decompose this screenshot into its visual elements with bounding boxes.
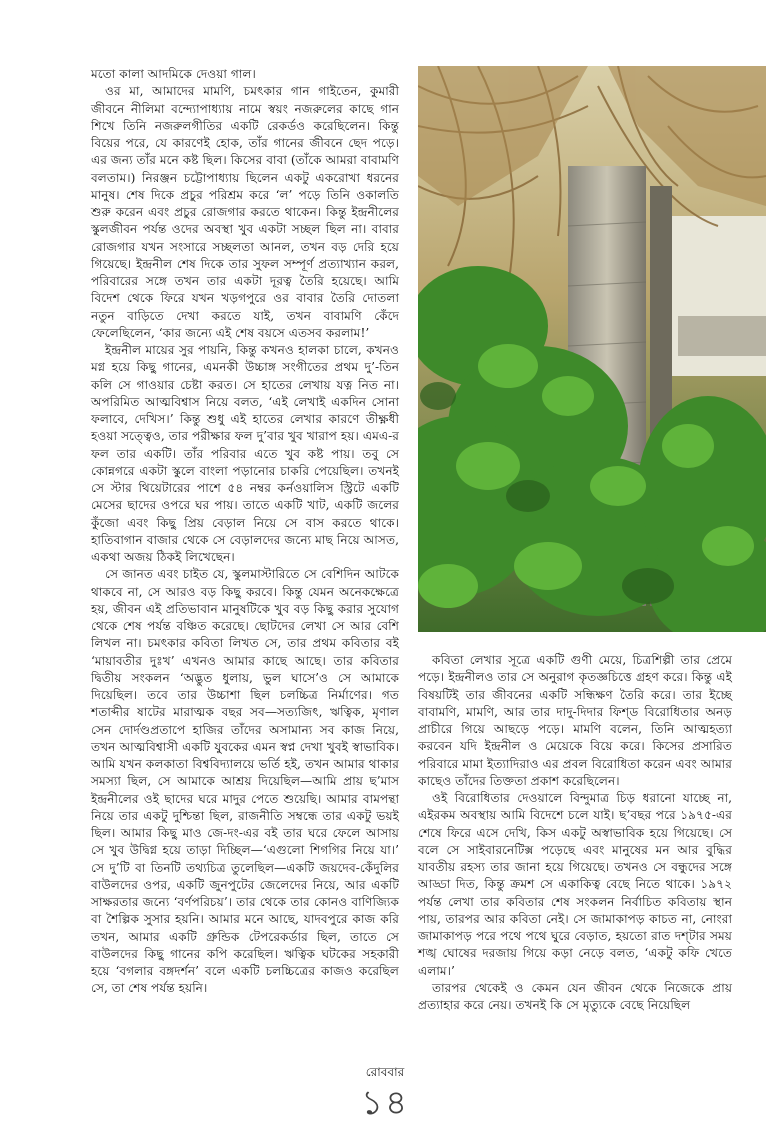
article-right-column xyxy=(418,652,732,1014)
paragraph: ইন্দ্রনীল মায়ের সুর পায়নি, কিন্তু কখনও হালকা চালে, কখনও মগ্ন হয়ে কিছু গানের, এমনকী উচ্চাঙ্গ সংগীতের প্রথম দু’-তিন কলি সে গাওয়ার চেষ্টা করত। সে হাতের লেখায় যত্ন নিত না। অপরিমিত আত্মবিশ্বাস নিয়ে বলত, ‘এই লেখাই একদিন সোনা ফলাবে, দেখিস।’ কিন্তু শুধু এই হাতের লেখার কারণে তীক্ষ্ণধী হওয়া সত্ত্বেও, তার পরীক্ষার ফল দু’বার খুব খারাপ হয়। এমএ-র ফল তার একটি। তাঁর পরিবার এতে খুব কষ্ট পায়। তবু সে কোন্নগরে একটা স্কুলে বাংলা পড়ানোর চাকরি পেয়েছিল। তখনই সে স্টার থিয়েটারের পাশে ৫৪ নম্বর কর্নওয়ালিস স্ট্রিটে একটি মেসের ছাদের ওপরে ঘর পায়। তাতে একটি খাট, একটি জলের কুঁজো এবং কিছু প্রিয় বেড়াল নিয়ে সে বাস করতে থাকে। হাতিবাগান বাজার থেকে সে বেড়ালদের জন্যে মাছ নিয়ে আসত, একথা অজয় ঠিকই লিখেছেন। xyxy=(91,343,399,564)
paragraph: সে জানত এবং চাইত যে, স্কুলমাস্টারিতে সে বেশিদিন আটকে থাকবে না, সে আরও বড় কিছু করবে। কিন্তু যেমন অনেকক্ষেত্রে হয়, জীবন এই প্রতিভাবান মানুষটিকে খুব বড় কিছু করার সুযোগ থেকে শেষ পর্যন্ত বঞ্চিত করেছে। ছোটদের লেখা সে আর বেশি লিখল না। চমৎকার কবিতা লিখত সে, তার প্রথম কবিতার বই ‘মায়াবতীর দুঃখ’ এখনও আমার কাছে আছে। তার কবিতার দ্বিতীয় সংকলন ‘অদ্ভুত ধুলায়, ভুল ঘাসে’ও সে আমাকে দিয়েছিল। তবে তার উচ্চাশা ছিল চলচ্চিত্র নির্মাণের। গত শতাব্দীর ষাটের মারাত্মক বছর সব—সত্যজিৎ, ঋত্বিক, মৃণাল সেন দোর্দণ্ডপ্রতাপে হাজির তাঁদের অসামান্য সব কাজ নিয়ে, তখন আত্মবিশ্বাসী একটি যুবকের এমন স্বপ্ন দেখা খুবই স্বাভাবিক। আমি যখন কলকাতা বিশ্ববিদ্যালয়ে ভর্তি হই, তখন আমার থাকার সমস্যা ছিল, সে আমাকে আশ্রয় দিয়েছিল—আমি প্রায় ছ’মাস ইন্দ্রনীলের ওই ছাদের ঘরে মাদুর পেতে শুয়েছি। আমার বামপন্থা নিয়ে তার একটু দুশ্চিন্তা ছিল, রাজনীতি সম্বন্ধে তার একটু ভয়ই ছিল। আমার কিছু মাও জে-দং-এর বই তার ঘরে ফেলে আসায় সে খুব উদ্বিগ্ন হয়ে তাড়া দিচ্ছিল—‘এগুলো শিগগির নিয়ে যা।’ সে দু’টি বা তিনটি তথ্যচিত্র তুলেছিল—একটি জয়দেব-কেঁদুলির বাউলদের ওপর, একটি জুনপুটের জেলেদের নিয়ে, আর একটি সাক্ষরতার জন্যে ‘বর্ণপরিচয়’। তার থেকে তার কোনও বাণিজ্যিক বা শৈল্পিক সুসার হয়নি। আমার মনে আছে, যাদবপুরে কাজ করি তখন, আমার একটি গ্রুন্ডিক টেপরেকর্ডার ছিল, তাতে সে বাউলদের কিছু গানের কপি করেছিল। ঋত্বিক ঘটকের সহকারী হয়ে ‘বগলার বঙ্গদর্শন’ বলে একটি চলচ্চিত্রের কাজও করেছিল সে, তা শেষ পর্যন্ত হয়নি। xyxy=(91,567,399,996)
page-number: ১৪ xyxy=(360,1083,410,1123)
paragraph: তারপর থেকেই ও কেমন যেন জীবন থেকে নিজেকে প্রায় প্রত্যাহার করে নেয়। তখনই কি সে মৃত্যুকে বেছে নিয়েছিল xyxy=(418,980,732,1012)
article-left-column xyxy=(91,66,399,998)
paragraph: কবিতা লেখার সূত্রে একটি গুণী মেয়ে, চিত্রশিল্পী তার প্রেমে পড়ে। ইন্দ্রনীলও তার সে অনুরাগ কৃতজ্ঞচিত্তে গ্রহণ করে। কিন্তু এই বিষয়টিই তার জীবনের একটি সন্ধিক্ষণ তৈরি করে। তার ইচ্ছে বাবামণি, মামণি, আর তার দাদু-দিদার ফিশ্ড বিরোধিতার অনড় প্রাচীরে গিয়ে আছড়ে পড়ে। মামণি বলেন, তিনি আত্মহত্যা করবেন যদি ইন্দ্রনীল ও মেয়েকে বিয়ে করে। কিসের প্রসারিত পরিবারে মামা ইত্যাদিরাও এর প্রবল বিরোধিতা করেন এবং আমার কাছেও তাঁদের তিক্ততা প্রকাশ করেছিলেন। xyxy=(418,653,732,788)
magazine-name: রোববার xyxy=(365,1065,405,1079)
paragraph: ওর মা, আমাদের মামণি, চমৎকার গান গাইতেন, কুমারী জীবনে নীলিমা বন্দ্যোপাধ্যায় নামে স্বয়ং নজরুলের কাছে গান শিখে তিনি নজরুলগীতির একটি রেকর্ডও করেছিলেন। কিন্তু বিয়ের পরে, যে কারণেই হোক, তাঁর গানের জীবনে ছেদ পড়ে। এর জন্য তাঁর মনে কষ্ট ছিল। কিসের বাবা (তাঁকে আমরা বাবামণি বলতাম।) নিরঞ্জন চট্টোপাধ্যায় ছিলেন একটু একরোখা ধরনের মানুষ। শেষ দিকে প্রচুর পরিশ্রম করে ‘ল’ পড়ে তিনি ওকালতি শুরু করেন এবং প্রচুর রোজগার করতে থাকেন। কিন্তু ইন্দ্রনীলের স্কুলজীবন পর্যন্ত ওদের অবস্থা খুব একটা সচ্ছল ছিল না। বাবার রোজগার যখন সংসারে সচ্ছলতা আনল, তখন বড় দেরি হয়ে গিয়েছে। ইন্দ্রনীল শেষ দিকে তার সুফল সম্পূর্ণ প্রত্যাখ্যান করল, পরিবারের সঙ্গে তখন তার একটা দূরত্ব তৈরি হয়েছে। আমি বিদেশ থেকে ফিরে যখন খড়গপুরে ওর বাবার তৈরি দোতলা নতুন বাড়িতে দেখা করতে যাই, তখন বাবামণি কেঁদে ফেলেছিলেন, ‘কার জন্যে এই শেষ বয়সে এতসব করলাম!’ xyxy=(91,84,399,340)
tree-photo xyxy=(418,66,766,632)
paragraph: ওই বিরোধিতার দেওয়ালে বিন্দুমাত্র চিড় ধরানো যাচ্ছে না, এইরকম অবস্থায় আমি বিদেশে চলে যাই। ছ’বছর পরে ১৯৭৫-এর শেষে ফিরে এসে দেখি, কিস একটু অস্বাভাবিক হয়ে গিয়েছে। সে বলে সে সাইবারনেটিক্স পড়েছে এবং মানুষের মন আর বুদ্ধির যাবতীয় রহস্য তার জানা হয়ে গিয়েছে। তখনও সে বন্ধুদের সঙ্গে আড্ডা দিত, কিন্তু ক্রমশ সে একাকিত্ব বেছে নিতে থাকে। ১৯৭২ পর্যন্ত লেখা তার কবিতার শেষ সংকলন নির্বাচিত কবিতায় স্থান পায়, তারপর আর কবিতা নেই। সে জামাকাপড় কাচত না, নোংরা জামাকাপড় পরে পথে পথে ঘুরে বেড়াত, হয়তো রাত দশ্টার সময় শঙ্খ ঘোষের দরজায় গিয়ে কড়া নেড়ে বলত, ‘একটু কফি খেতে এলাম।’ xyxy=(418,791,732,978)
paragraph: মতো কালা আদমিকে দেওয়া গাল। xyxy=(91,67,256,81)
